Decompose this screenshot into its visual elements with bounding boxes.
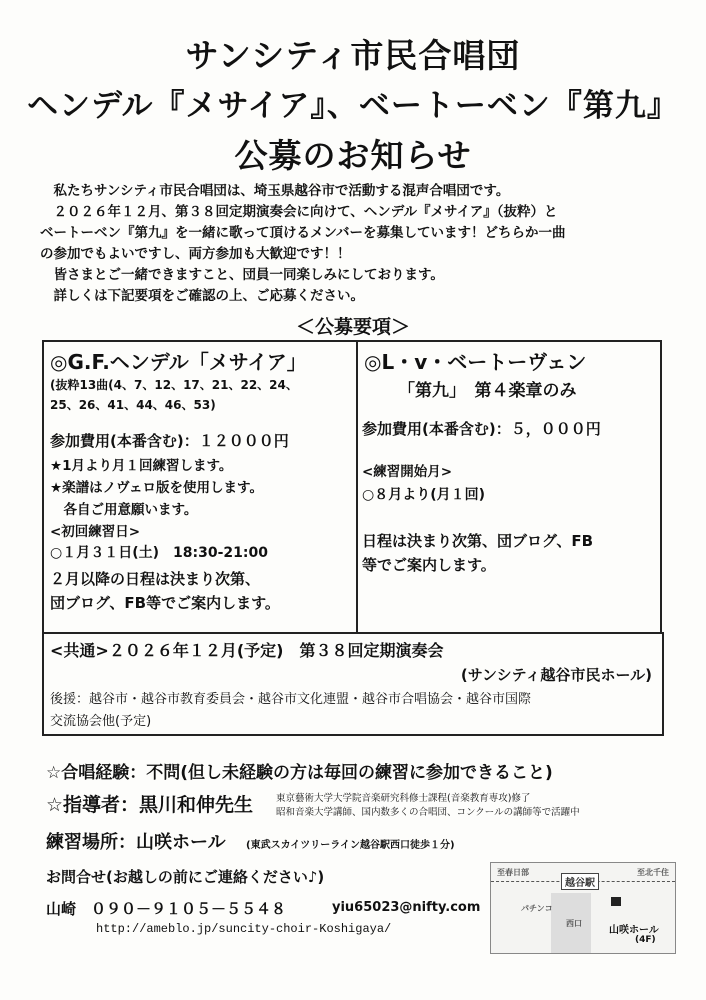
contact-phone: 山崎 ０９０－９１０５－５５４８: [46, 900, 287, 918]
map-hall-label: 山咲ホール: [609, 925, 659, 936]
conductor: ☆指導者：黒川和伸先生: [46, 794, 254, 816]
concert-venue: (サンシティ越谷市民ホール): [460, 666, 652, 684]
map-label: 西口: [566, 919, 582, 928]
practice-start-value: ○８月より(月１回): [362, 487, 486, 503]
map-label: 至北千住: [637, 868, 669, 877]
messiah-schedule: 団ブログ、FB等でご案内します。: [50, 594, 280, 612]
sponsors: 交流協会他(予定): [50, 714, 152, 729]
title-line-1: サンシティ市民合唱団: [185, 36, 521, 75]
contact-email[interactable]: yiu65023@nifty.com: [332, 900, 481, 915]
conductor-bio: 昭和音楽大学講師、国内数多くの合唱団、コンクールの講師等で活躍中: [276, 807, 580, 818]
first-practice-date: ○１月３１日(土) 18:30-21:00: [50, 545, 268, 561]
daiku-schedule: 等でご案内します。: [362, 556, 496, 574]
map-station: 越谷駅: [561, 873, 599, 890]
common-box: [42, 632, 664, 736]
access-map: [490, 862, 676, 954]
intro-line: 私たちサンシティ市民合唱団は、埼玉県越谷市で活動する混声合唱団です。: [40, 183, 510, 199]
intro-line: 皆さまとご一緒できますこと、団員一同楽しみにしております。: [40, 267, 444, 283]
messiah-note: ★1月より月１回練習します。: [50, 458, 233, 474]
practice-venue: 練習場所：山咲ホール: [46, 832, 226, 853]
messiah-excerpt: 25、26、41、44、46、53): [50, 398, 216, 412]
experience-requirement: ☆合唱経験：不問(但し未経験の方は毎回の練習に参加できること): [46, 763, 553, 783]
map-label: 至春日部: [497, 868, 529, 877]
intro-line: ２０２６年１２月、第３８回定期演奏会に向けて、ヘンデル『メサイア』（抜粋）と: [40, 204, 558, 220]
map-label: パチンコ: [521, 904, 553, 913]
venue-access: (東武スカイツリーライン越谷駅西口徒歩１分): [246, 840, 455, 851]
messiah-schedule: ２月以降の日程は決まり次第、: [50, 570, 261, 588]
messiah-excerpt: (抜粋13曲(4、7、12、17、21、22、24、: [50, 378, 298, 392]
messiah-fee: 参加費用(本番含む)：１２０００円: [50, 432, 289, 450]
map-floor-label: (4F): [635, 935, 656, 945]
daiku-box: [356, 340, 662, 634]
title-line-2: ヘンデル『メサイア』、ベートーベン『第九』: [27, 88, 679, 124]
blog-url[interactable]: http://ameblo.jp/suncity-choir-Koshigaya/: [96, 922, 392, 936]
intro-line: 詳しくは下記要項をご確認の上、ご応募ください。: [40, 288, 364, 304]
daiku-subtitle: 「第九」 第４楽章のみ: [398, 381, 577, 401]
messiah-note: 各自ご用意願います。: [50, 502, 198, 518]
hall-marker: [611, 897, 621, 906]
first-practice-label: <初回練習日>: [50, 524, 141, 540]
daiku-schedule: 日程は決まり次第、団ブログ、FB: [362, 532, 594, 550]
daiku-title: ◎L・v・ベートーヴェン: [364, 350, 587, 374]
concert-info: <共通>２０２６年１２月(予定) 第３８回定期演奏会: [50, 641, 444, 660]
messiah-title: ◎G.F.ヘンデル「メサイア」: [50, 350, 307, 374]
section-heading: ＜公募要項＞: [295, 316, 410, 338]
intro-line: ベートーベン『第九』を一緒に歌って頂けるメンバーを募集しています！どちらか一曲: [40, 225, 566, 241]
conductor-bio: 東京藝術大学大学院音楽研究科修士課程(音楽教育専攻)修了: [276, 793, 531, 804]
sponsors: 後援：越谷市・越谷市教育委員会・越谷市文化連盟・越谷市合唱協会・越谷市国際: [50, 692, 532, 707]
contact-label: お問合せ(お越しの前にご連絡ください♪): [46, 868, 325, 886]
title-line-3: 公募のお知らせ: [234, 136, 472, 175]
intro-paragraph: [40, 181, 680, 307]
messiah-box: [42, 340, 358, 634]
practice-start-label: <練習開始月>: [362, 464, 453, 480]
messiah-note: ★楽譜はノヴェロ版を使用します。: [50, 480, 263, 496]
intro-line: の参加でもよいですし、両方参加も大歓迎です！！: [40, 246, 351, 262]
daiku-fee: 参加費用(本番含む)：５，０００円: [362, 420, 601, 438]
